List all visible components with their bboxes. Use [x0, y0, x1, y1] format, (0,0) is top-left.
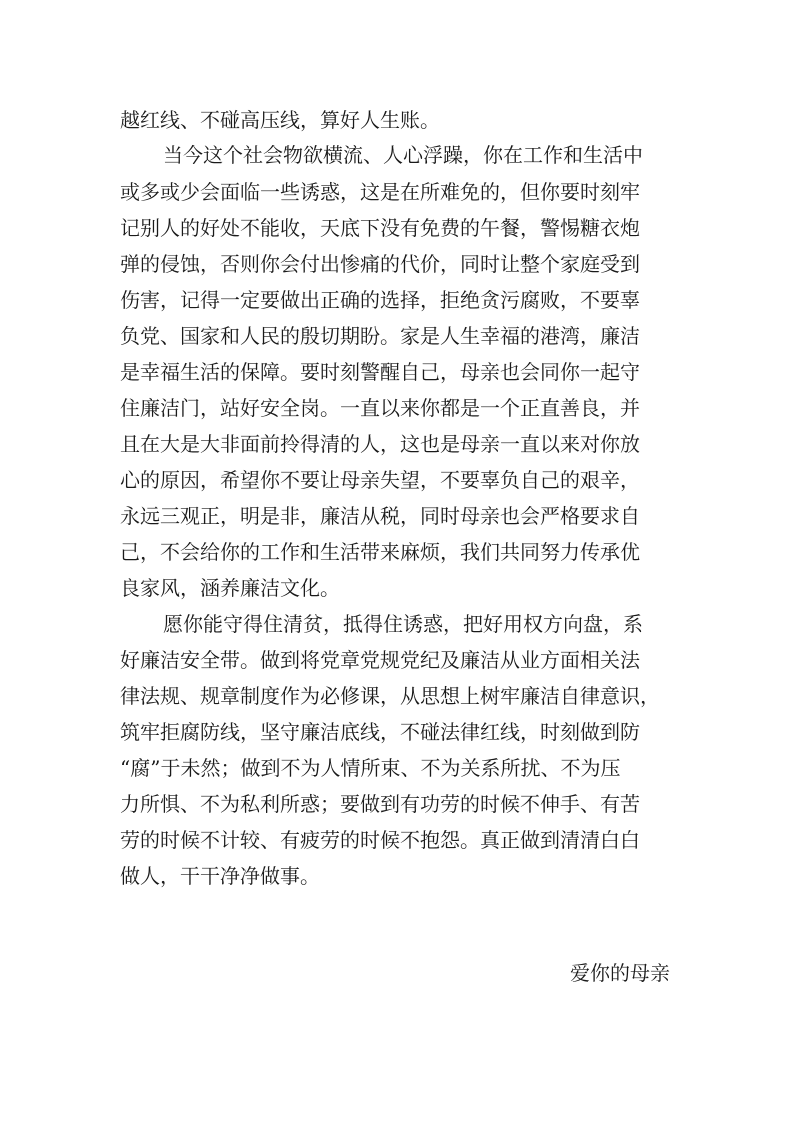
- text-line: 记别人的好处不能收，天底下没有免费的午餐，警惕糖衣炮: [120, 216, 640, 240]
- text-line: “腐”于未然；做到不为人情所束、不为关系所扰、不为压: [120, 756, 621, 780]
- text-line: 劳的时候不计较、有疲劳的时候不抱怨。真正做到清清白白: [120, 828, 640, 852]
- text-line: 伤害，记得一定要做出正确的选择，拒绝贪污腐败，不要辜: [120, 288, 640, 312]
- text-line: 力所惧、不为私利所惑；要做到有功劳的时候不伸手、有苦: [120, 792, 640, 816]
- text-line: 做人，干干净净做事。: [120, 864, 320, 888]
- text-line: 好廉洁安全带。做到将党章党规党纪及廉洁从业方面相关法: [120, 648, 640, 672]
- text-line: 己，不会给你的工作和生活带来麻烦，我们共同努力传承优: [120, 540, 640, 564]
- text-line: 永远三观正，明是非，廉洁从税，同时母亲也会严格要求自: [120, 504, 640, 528]
- text-line: 弹的侵蚀，否则你会付出惨痛的代价，同时让整个家庭受到: [120, 252, 640, 276]
- letter-signature: 爱你的母亲: [570, 961, 670, 985]
- text-line: 心的原因，希望你不要让母亲失望，不要辜负自己的艰辛，: [120, 468, 640, 492]
- text-line: 越红线、不碰高压线，算好人生账。: [120, 108, 440, 132]
- text-line: 愿你能守得住清贫，抵得住诱惑，把好用权方向盘，系: [163, 612, 643, 636]
- text-line: 律法规、规章制度作为必修课，从思想上树牢廉洁自律意识，: [120, 684, 660, 708]
- text-line: 负党、国家和人民的殷切期盼。家是人生幸福的港湾，廉洁: [120, 324, 640, 348]
- text-line: 住廉洁门，站好安全岗。一直以来你都是一个正直善良，并: [120, 396, 640, 420]
- text-line: 是幸福生活的保障。要时刻警醒自己，母亲也会同你一起守: [120, 360, 640, 384]
- text-line: 筑牢拒腐防线，坚守廉洁底线，不碰法律红线，时刻做到防: [120, 720, 640, 744]
- text-line: 且在大是大非面前拎得清的人，这也是母亲一直以来对你放: [120, 432, 640, 456]
- text-line: 或多或少会面临一些诱惑，这是在所难免的，但你要时刻牢: [120, 180, 640, 204]
- text-line: 当今这个社会物欲横流、人心浮躁，你在工作和生活中: [163, 143, 643, 167]
- text-line: 良家风，涵养廉洁文化。: [120, 576, 340, 600]
